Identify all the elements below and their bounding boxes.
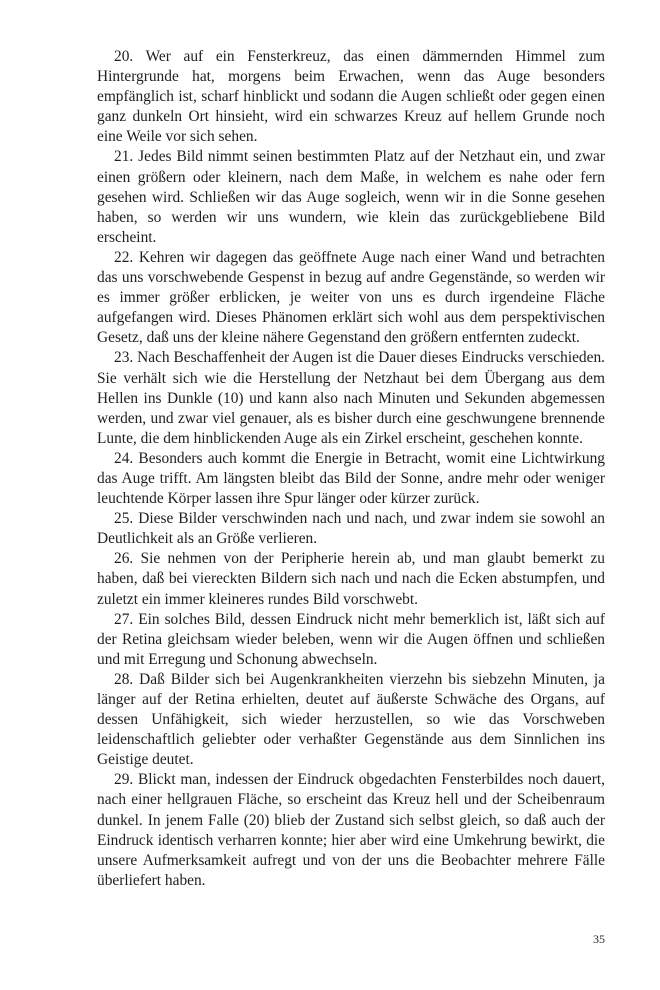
paragraph-25: 25. Diese Bilder verschwinden nach und nach, und zwar indem sie sowohl an Deutlichkeit als an Größe verlieren. xyxy=(97,510,605,548)
paragraph-22: 22. Kehren wir dagegen das geöffnete Auge nach einer Wand und betrachten das uns vorschwebende Gespenst in bezug auf andre Gegenstände, so werden wir es immer größer erblicken, je weiter von uns es durch irgendeine Fläche aufgefangen wird. Dieses Phänomen erklärt sich wohl aus dem perspektivischen Gesetz, daß uns der kleine nähere Gegenstand den größern entfernten zudeckt. xyxy=(97,248,605,347)
page-number: 35 xyxy=(593,932,605,946)
page-body xyxy=(97,47,605,891)
paragraph-27: 27. Ein solches Bild, dessen Eindruck nicht mehr bemerklich ist, läßt sich auf der Retina gleichsam wieder beleben, wenn wir die Augen öffnen und schließen und mit Erregung und Schonung abwechseln. xyxy=(97,610,605,668)
paragraph-21: 21. Jedes Bild nimmt seinen bestimmten Platz auf der Netzhaut ein, und zwar einen größern oder kleinern, nach dem Maße, in welchem es nahe oder fern gesehen wird. Schließen wir das Auge sogleich, wenn wir in die Sonne gesehen haben, so werden wir uns wundern, wie klein das zurückgebliebene Bild erscheint. xyxy=(97,148,605,246)
paragraph-20: 20. Wer auf ein Fensterkreuz, das einen dämmernden Himmel zum Hintergrunde hat, morgens beim Erwachen, wenn das Auge besonders empfänglich ist, scharf hinblickt und sodann die Augen schließt oder gegen einen ganz dunkeln Ort hinsieht, wird ein schwarzes Kreuz auf hellem Grunde noch eine Weile vor sich sehen. xyxy=(97,48,605,146)
paragraph-29: 29. Blickt man, indessen der Eindruck obgedachten Fensterbildes noch dauert, nach einer hellgrauen Fläche, so erscheint das Kreuz hell und der Scheibenraum dunkel. In jenem Falle (20) blieb der Zustand sich selbst gleich, so daß auch der Eindruck identisch verharren konnte; hier aber wird eine Umkehrung bewirkt, die unsere Aufmerksamkeit aufregt und von der uns die Beobachter mehrere Fälle überliefert haben. xyxy=(97,771,605,889)
paragraph-24: 24. Besonders auch kommt die Energie in Betracht, womit eine Lichtwirkung das Auge trifft. Am längsten bleibt das Bild der Sonne, andre mehr oder weniger leuchtende Körper lassen ihre Spur länger oder kürzer zurück. xyxy=(97,449,605,508)
paragraph-26: 26. Sie nehmen von der Peripherie herein ab, und man glaubt bemerkt zu haben, daß bei viereckten Bildern sich nach und nach die Ecken abstumpfen, und zuletzt ein immer kleineres rundes Bild vorschwebt. xyxy=(97,550,605,608)
paragraph-23: 23. Nach Beschaffenheit der Augen ist die Dauer dieses Eindrucks verschieden. Sie verhält sich wie die Herstellung der Netzhaut bei dem Übergang aus dem Hellen ins Dunkle (10) und kann also nach Minuten und Sekunden abgemessen werden, und zwar viel genauer, als es bisher durch eine geschwungene brennende Lunte, die dem hinblickenden Auge als ein Zirkel erscheint, geschehen konnte. xyxy=(97,349,605,447)
paragraph-28: 28. Daß Bilder sich bei Augenkrankheiten vierzehn bis siebzehn Minuten, ja länger auf der Retina erhielten, deutet auf äußerste Schwäche des Organs, auf dessen Unfähigkeit, sich wieder herzustellen, so wie das Vorschweben leidenschaftlich geliebter oder verhaßter Gegenstände aus dem Sinnlichen ins Geistige deutet. xyxy=(97,670,605,769)
